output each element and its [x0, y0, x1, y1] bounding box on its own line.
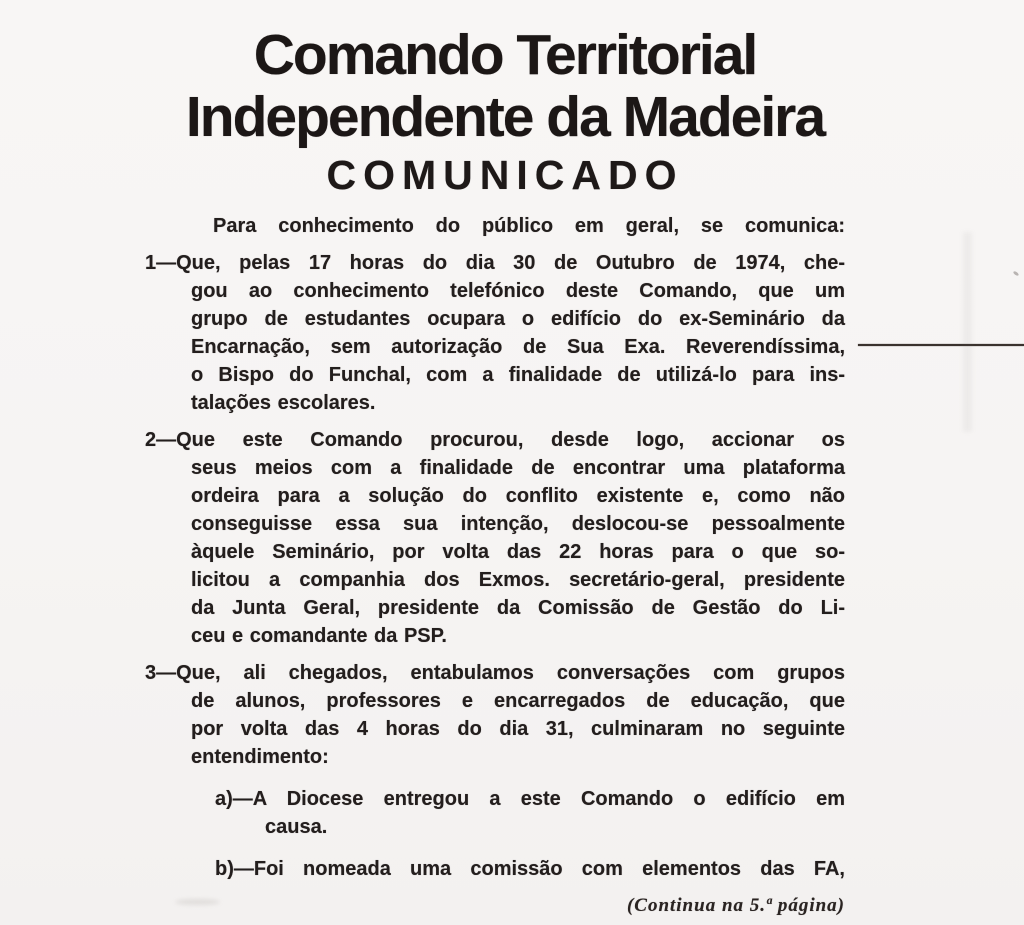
text-line: ceu e comandante da PSP. — [191, 625, 447, 647]
document-header — [0, 0, 1010, 199]
text-line: b)—Foi nomeada uma comissão com elementos das FA, — [215, 858, 845, 880]
text-line: entendimento: — [191, 746, 329, 768]
text-line: conseguisse essa sua intenção, deslocou-se pessoalmente — [191, 513, 845, 535]
subtitle-comunicado: COMUNICADO — [326, 152, 684, 198]
text-line: grupo de estudantes ocupara o edifício do ex-Seminário da — [191, 308, 845, 330]
text-line: o Bispo do Funchal, com a finalidade de utilizá-lo para ins- — [191, 364, 845, 386]
text-line: Encarnação, sem autorização de Sua Exa. Reverendíssima, — [191, 336, 845, 358]
body-column — [145, 249, 845, 883]
scan-speck — [1013, 271, 1020, 277]
text-line: a)—A Diocese entregou a este Comando o edifício em — [215, 788, 845, 810]
text-line: 1—Que, pelas 17 horas do dia 30 de Outubro de 1974, che- — [145, 252, 845, 274]
continuation-note: (Continua na 5.ª página) — [626, 895, 845, 916]
text-line: 3—Que, ali chegados, entabulamos conversações com grupos — [145, 662, 845, 684]
subitem-b — [145, 855, 845, 883]
text-line: por volta das 4 horas do dia 31, culminaram no seguinte — [191, 718, 845, 740]
numbered-paragraph-2 — [145, 426, 845, 650]
numbered-paragraph-1 — [145, 249, 845, 417]
text-line: talações escolares. — [191, 392, 376, 414]
scan-streak — [963, 232, 972, 432]
scan-smudge — [175, 899, 220, 905]
text-line: licitou a companhia dos Exmos. secretário-geral, presidente — [191, 569, 845, 591]
text-line: ordeira para a solução do conflito existente e, como não — [191, 485, 845, 507]
text-line: da Junta Geral, presidente da Comissão de Gestão do Li- — [191, 597, 845, 619]
text-line: causa. — [265, 816, 328, 838]
text-line: àquele Seminário, por volta das 22 horas para o que so- — [191, 541, 845, 563]
margin-horizontal-rule — [858, 344, 1024, 346]
numbered-paragraph-3 — [145, 659, 845, 771]
text-line: 2—Que este Comando procurou, desde logo, accionar os — [145, 429, 845, 451]
text-line: gou ao conhecimento telefónico deste Comando, que um — [191, 280, 845, 302]
title-line-1: Comando Territorial — [253, 23, 757, 87]
subitem-a — [145, 785, 845, 841]
intro-sentence: Para conhecimento do público em geral, se comunica: — [213, 215, 845, 237]
title-line-2: Independente da Madeira — [185, 85, 825, 149]
text-line: de alunos, professores e encarregados de educação, que — [191, 690, 845, 712]
text-line: seus meios com a finalidade de encontrar uma plataforma — [191, 457, 845, 479]
